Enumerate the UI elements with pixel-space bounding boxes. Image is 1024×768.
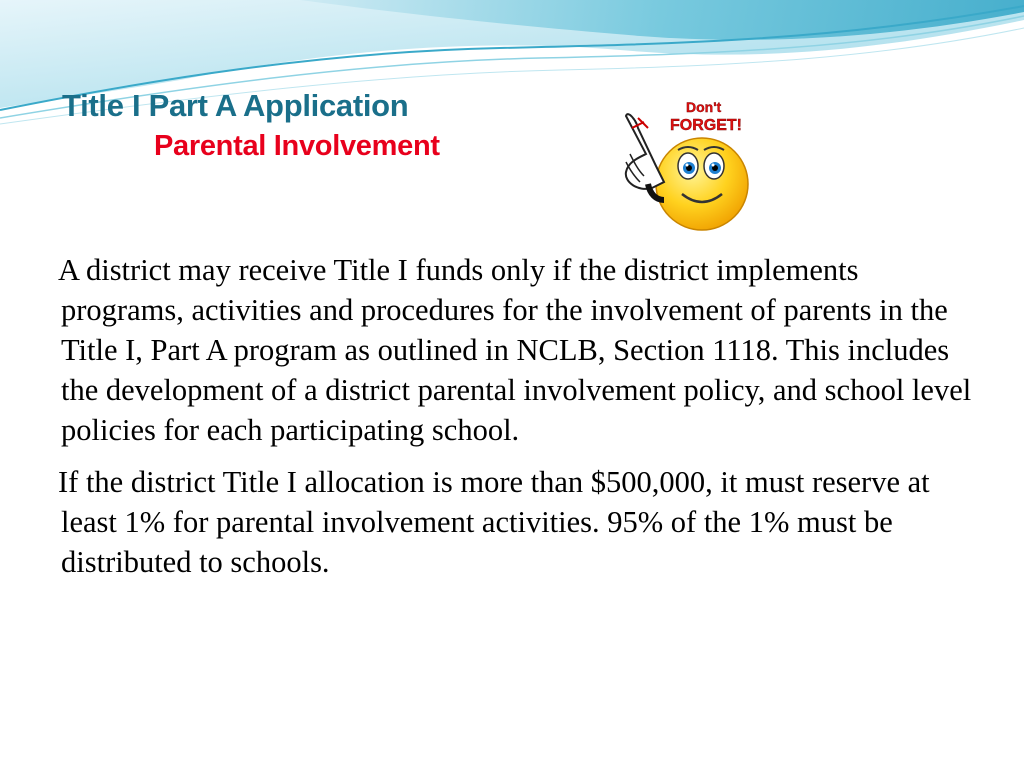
title-block [62,86,582,166]
clipart-text-line1: Don't [686,99,722,115]
slide-subtitle: Parental Involvement [154,130,440,162]
slide-title: Title I Part A Application [62,88,409,123]
body-content [58,250,988,594]
clipart-text-line2: FORGET! [670,117,742,134]
dont-forget-clipart [608,96,768,236]
body-paragraph-2: If the district Title I allocation is more than $500,000, it must reserve at least 1% for parental involvement activities. 95% of the 1% must be distributed to schools. [58,465,930,579]
body-paragraph-1: A district may receive Title I funds only if the district implements programs, activities and procedures for the involvement of parents in the Title I, Part A program as outlined in NCLB, Section 1118. This includes the development of a district parental involvement policy, and school level policies for each participating school. [58,253,972,447]
